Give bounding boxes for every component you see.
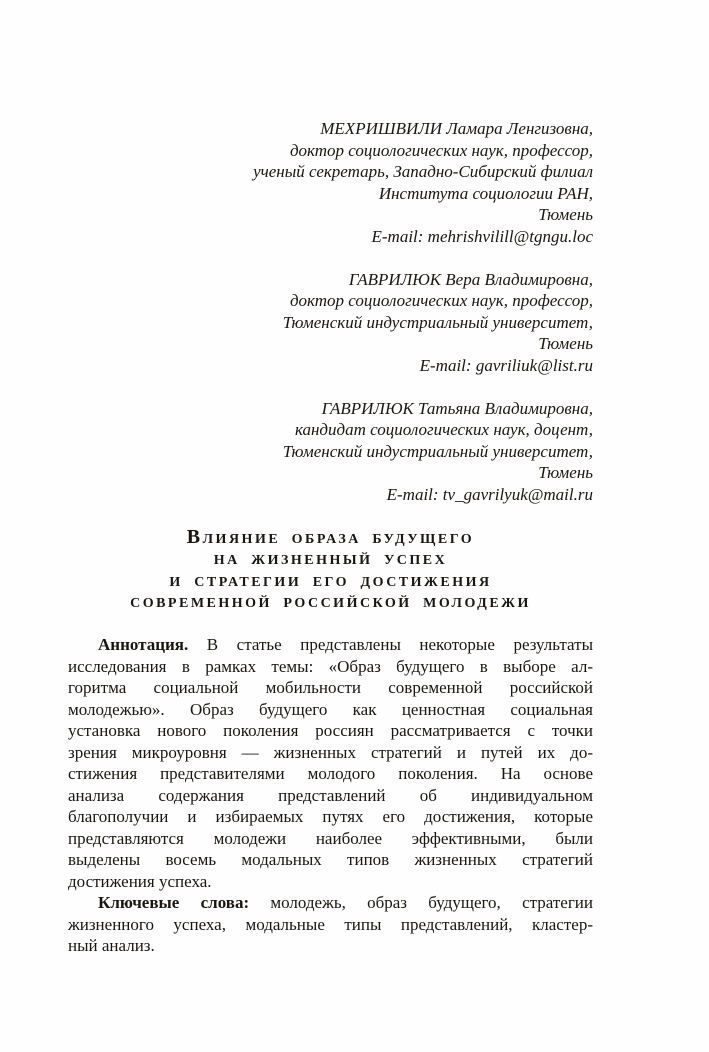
author-line: Тюменский индустриальный университет,	[282, 312, 593, 332]
author-line: ГАВРИЛЮК Вера Владимировна,	[348, 269, 593, 289]
abstract-line: благополучии и избираемых путях его достижения, которые	[68, 807, 593, 826]
title-line: и стратегии его достижения	[169, 568, 492, 591]
author-line: Тюмень	[538, 463, 593, 482]
author-line: доктор социологических наук, профессор,	[289, 140, 593, 160]
author-line: Института социологии РАН,	[378, 183, 593, 203]
author-block	[68, 118, 593, 247]
author-line: Тюмень	[538, 205, 593, 224]
author-line: МЕХРИШВИЛИ Ламара Ленгизовна,	[320, 119, 593, 138]
keywords-label: Ключевые слова:	[98, 893, 250, 912]
author-line: доктор социологических наук, профессор,	[289, 291, 593, 310]
abstract-line: Аннотация. В статье представлены некоторые результаты	[98, 635, 593, 654]
abstract-line: установка нового поколения россиян рассматривается с точки	[68, 721, 593, 740]
author-block	[68, 269, 593, 377]
abstract-line: зрения микроуровня — жизненных стратегий и путей их до-	[68, 742, 593, 762]
abstract-line: анализа содержания представлений об индивидуальном	[68, 785, 593, 805]
abstract-line: выделены восемь модальных типов жизненных стратегий	[68, 850, 593, 869]
title-line: современной российской молодежи	[130, 590, 531, 612]
author-line: Тюменский индустриальный университет,	[282, 441, 593, 461]
author-email-line: E-mail: mehrishvilill@tgngu.loc	[371, 226, 593, 246]
author-email-line: E-mail: gavriliuk@list.ru	[419, 355, 593, 375]
content-column	[68, 118, 593, 957]
keywords-line: Ключевые слова: молодежь, образ будущего, стратегии	[98, 893, 593, 912]
keywords-line: ный анализ.	[68, 936, 155, 955]
author-line: ученый секретарь, Западно-Сибирский филиал	[253, 162, 593, 181]
keywords-paragraph	[68, 892, 593, 957]
abstract-line: стижения представителями молодого поколения. На основе	[68, 764, 593, 783]
author-blocks	[68, 118, 593, 505]
author-block	[68, 398, 593, 506]
author-line: Тюмень	[538, 334, 593, 353]
author-email-line: E-mail: tv_gavrilyuk@mail.ru	[386, 484, 593, 504]
abstract-line: представляются молодежи наиболее эффективными, были	[68, 828, 593, 848]
abstract-label: Аннотация.	[98, 635, 189, 654]
keywords-line: жизненного успеха, модальные типы представлений, кластер-	[68, 914, 593, 934]
abstract-line: достижения успеха.	[68, 871, 212, 891]
abstract-line: горитма социальной мобильности современной российской	[68, 678, 593, 697]
author-line: кандидат социологических наук, доцент,	[294, 420, 593, 439]
abstract-line: исследования в рамках темы: «Образ будущего в выборе ал-	[68, 656, 593, 676]
abstract-paragraph	[68, 634, 593, 892]
abstract-line: молодежью». Образ будущего как ценностная социальная	[68, 699, 593, 719]
author-line: ГАВРИЛЮК Татьяна Владимировна,	[321, 398, 593, 418]
title-line: на жизненный успех	[213, 547, 448, 569]
title-line: Влияние образа будущего	[186, 525, 475, 548]
article-title	[68, 527, 593, 613]
